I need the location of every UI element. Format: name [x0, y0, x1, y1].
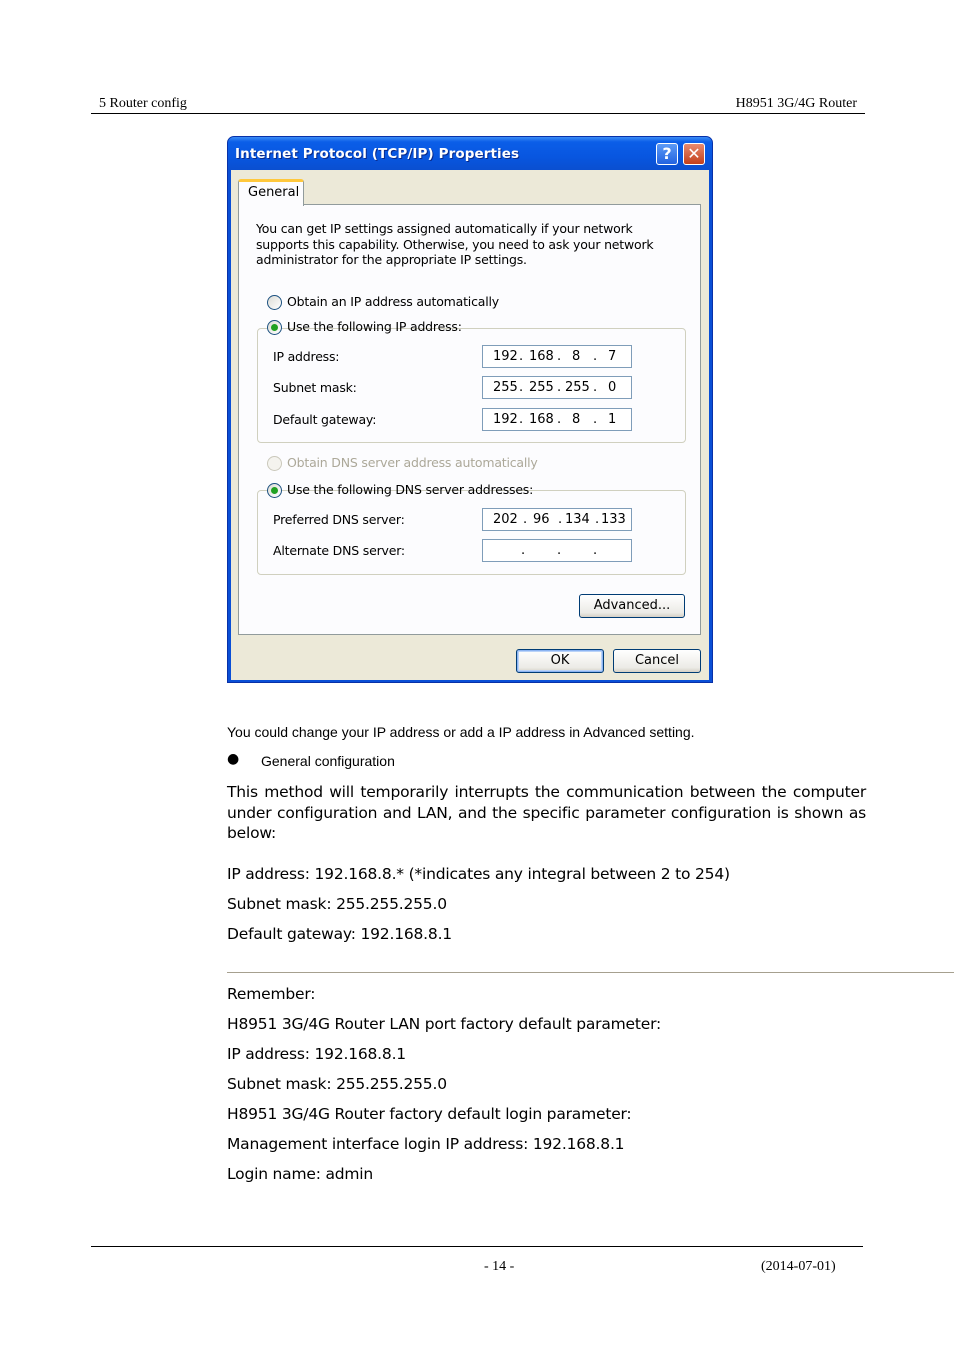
- preferred-dns-field[interactable]: [482, 508, 632, 531]
- running-header-product: H8951 3G/4G Router: [735, 96, 857, 111]
- alternate-dns-field[interactable]: [482, 539, 632, 562]
- mask-octet-3: 255: [565, 380, 590, 395]
- lan-default-line: H8951 3G/4G Router LAN port factory default parameter:: [227, 1015, 661, 1033]
- header-rule: [91, 113, 865, 114]
- ip-dot: .: [593, 543, 598, 558]
- document-date: (2014-07-01): [761, 1259, 836, 1274]
- section-separator: [227, 972, 954, 973]
- ip-address-field[interactable]: [482, 345, 632, 368]
- dns1-octet-2: 96: [533, 512, 550, 527]
- config-gateway-line: Default gateway: 192.168.8.1: [227, 925, 452, 943]
- use-following-dns-label: Use the following DNS server addresses:: [287, 482, 534, 497]
- radio-unselected-icon: [267, 295, 282, 310]
- subnet-mask-label: Subnet mask:: [273, 380, 357, 395]
- dialog-title: Internet Protocol (TCP/IP) Properties: [235, 146, 520, 162]
- ip-dot: .: [558, 512, 563, 527]
- ip-dot: .: [557, 543, 562, 558]
- gw-octet-2: 168: [529, 412, 554, 427]
- ip-dot: .: [557, 380, 562, 395]
- dns1-octet-4: 133: [601, 512, 626, 527]
- ip-dot: .: [593, 380, 598, 395]
- subnet-mask-field[interactable]: [482, 376, 632, 399]
- ip-dot: .: [557, 412, 562, 427]
- mask-octet-1: 255: [493, 380, 518, 395]
- ip-dot: .: [557, 349, 562, 364]
- ip-dot: .: [521, 543, 526, 558]
- advanced-note: You could change your IP address or add a IP address in Advanced setting.: [227, 724, 695, 740]
- bullet-icon: ●: [227, 751, 240, 767]
- use-following-dns-radio[interactable]: [267, 482, 534, 499]
- page-number: - 14 -: [484, 1259, 515, 1274]
- ip-octet-1: 192: [493, 349, 518, 364]
- close-icon[interactable]: ✕: [683, 143, 705, 165]
- obtain-ip-auto-label: Obtain an IP address automatically: [287, 294, 499, 309]
- dialog-description: You can get IP settings assigned automatically if your network supports this capability. Otherwise, you need to ask your network administrator for the appropriate IP settings.: [256, 221, 654, 267]
- general-tab-panel: [238, 204, 701, 635]
- lan-ip-line: IP address: 192.168.8.1: [227, 1045, 406, 1063]
- radio-selected-icon: [267, 483, 282, 498]
- cancel-button[interactable]: Cancel: [613, 649, 701, 673]
- ok-button[interactable]: OK: [516, 649, 604, 673]
- ip-octet-3: 8: [572, 349, 581, 364]
- ip-octet-2: 168: [529, 349, 554, 364]
- ip-dot: .: [593, 412, 598, 427]
- remember-heading: Remember:: [227, 985, 316, 1003]
- use-following-ip-label: Use the following IP address:: [287, 319, 462, 334]
- footer-rule: [91, 1246, 863, 1247]
- ip-dot: .: [519, 380, 524, 395]
- mask-octet-4: 0: [608, 380, 617, 395]
- gw-octet-1: 192: [493, 412, 518, 427]
- dns1-octet-3: 134: [565, 512, 590, 527]
- gw-octet-3: 8: [572, 412, 581, 427]
- ip-dot: .: [523, 512, 528, 527]
- dialog-client-area: [231, 170, 709, 680]
- tab-general[interactable]: General: [238, 179, 304, 206]
- obtain-dns-auto-label: Obtain DNS server address automatically: [287, 455, 538, 470]
- bullet-text: General configuration: [261, 753, 395, 769]
- alternate-dns-label: Alternate DNS server:: [273, 543, 405, 558]
- running-header-chapter: 5 Router config: [99, 96, 187, 111]
- advanced-button[interactable]: Advanced...: [579, 594, 685, 618]
- mask-octet-2: 255: [529, 380, 554, 395]
- default-gateway-label: Default gateway:: [273, 412, 377, 427]
- gw-octet-4: 1: [608, 412, 617, 427]
- tcpip-properties-dialog: [227, 136, 713, 683]
- help-icon[interactable]: ?: [656, 143, 678, 165]
- ip-address-group: [257, 328, 686, 443]
- preferred-dns-label: Preferred DNS server:: [273, 512, 405, 527]
- ip-dot: .: [519, 349, 524, 364]
- default-gateway-field[interactable]: [482, 408, 632, 431]
- lan-mask-line: Subnet mask: 255.255.255.0: [227, 1075, 447, 1093]
- config-paragraph: This method will temporarily interrupts the communication between the computer under configuration and LAN, and the specific parameter configuration is shown as below:: [227, 783, 866, 842]
- ip-dot: .: [595, 512, 600, 527]
- radio-selected-icon: [267, 320, 282, 335]
- ip-octet-4: 7: [608, 349, 617, 364]
- login-default-line: H8951 3G/4G Router factory default login parameter:: [227, 1105, 632, 1123]
- dialog-titlebar[interactable]: [228, 137, 712, 170]
- use-following-ip-radio[interactable]: [267, 319, 462, 336]
- config-ip-line: IP address: 192.168.8.* (*indicates any integral between 2 to 254): [227, 865, 730, 883]
- ip-dot: .: [519, 412, 524, 427]
- login-name-line: Login name: admin: [227, 1165, 374, 1183]
- dns1-octet-1: 202: [493, 512, 518, 527]
- config-mask-line: Subnet mask: 255.255.255.0: [227, 895, 447, 913]
- login-ip-line: Management interface login IP address: 192.168.8.1: [227, 1135, 625, 1153]
- ip-dot: .: [593, 349, 598, 364]
- radio-disabled-icon: [267, 456, 282, 471]
- dns-server-group: [257, 490, 686, 575]
- ip-address-label: IP address:: [273, 349, 340, 364]
